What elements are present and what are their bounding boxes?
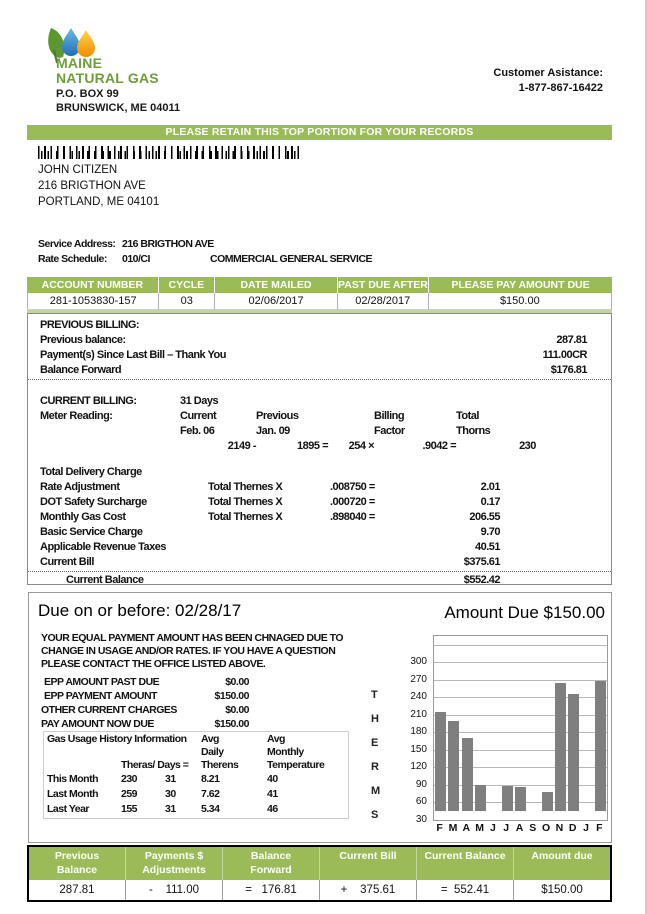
separator-line — [28, 379, 611, 380]
summary-header-previous-balance: Previous Balance — [29, 847, 126, 880]
recipient-address-block — [38, 162, 159, 210]
date-current: Feb. 06 — [180, 425, 215, 437]
charge-label: DOT Safety Surcharge — [40, 496, 147, 508]
balance-summary-table — [27, 845, 612, 902]
pay-now-due-value: $150.00 — [214, 718, 249, 730]
summary-header-balance-forward: Balance Forward — [223, 847, 320, 880]
x-tick-label: M — [448, 822, 458, 834]
rate-schedule-description: COMMERCIAL GENERAL SERVICE — [210, 253, 373, 265]
balance-forward-label: Balance Forward — [40, 364, 122, 376]
epp-amounts — [41, 675, 249, 731]
brand-name-line1: MAINE — [56, 55, 103, 71]
y-tick-label: 120 — [410, 761, 427, 773]
charge-label: Monthly Gas Cost — [40, 511, 126, 523]
service-address-value: 216 BRIGTHON AVE — [122, 238, 214, 250]
y-tick-label: 90 — [415, 778, 427, 790]
rate-schedule-value: 010/CI — [122, 253, 150, 265]
usage-bar — [435, 712, 446, 811]
balance-forward-row — [40, 363, 587, 378]
recipient-address1: 216 BRIGTHON AVE — [38, 180, 146, 192]
x-tick-label: J — [583, 822, 589, 834]
col-total: Total — [456, 410, 479, 422]
brand-address — [56, 87, 180, 115]
recipient-address2: PORTLAND, ME 04101 — [38, 196, 160, 208]
reading-factor: .9042 = — [422, 440, 456, 452]
chart-gridline — [434, 767, 607, 768]
chart-gridline — [434, 715, 607, 716]
chart-gridline — [434, 750, 607, 751]
summary-balance-forward: = 176.81 — [223, 880, 320, 900]
balance-forward-value: $176.81 — [550, 364, 587, 376]
usage-header-theras-days: Theras/ Days = — [121, 759, 189, 771]
customer-assistance-phone: 1-877-867-16422 — [518, 82, 603, 94]
col-previous: Previous — [256, 410, 299, 422]
x-tick-label: F — [436, 822, 443, 834]
retain-portion-banner: PLEASE RETAIN THIS TOP PORTION FOR YOUR RECORDS — [27, 125, 612, 140]
x-tick-label: J — [489, 822, 496, 834]
brand-address-line2: BRUNSWICK, ME 04011 — [56, 102, 181, 114]
header-cycle: CYCLE — [159, 277, 215, 293]
billing-days: 31 Days — [180, 395, 219, 407]
summary-header-amount-due: Amount due — [531, 850, 593, 862]
account-table-header — [27, 277, 612, 293]
epp-notice-line3: PLEASE CONTACT THE OFFICE LISTED ABOVE. — [41, 658, 266, 670]
account-table-values — [27, 293, 612, 310]
y-tick-label: 270 — [410, 673, 427, 685]
usage-bar — [502, 786, 513, 811]
col-billing: Billing — [374, 410, 405, 422]
x-tick-label: A — [515, 822, 524, 834]
usage-bar — [462, 738, 473, 811]
value-past-due-after: 02/28/2017 — [338, 293, 429, 310]
brand-name — [56, 56, 159, 86]
brand-address-line1: P.O. BOX 99 — [56, 88, 119, 100]
usage-bar — [595, 681, 606, 811]
usage-bar — [515, 787, 526, 812]
current-billing-grid — [40, 394, 599, 454]
due-date-heading: Due on or before: 02/28/17 — [38, 601, 242, 620]
charge-label: Current Bill — [40, 556, 94, 568]
epp-past-due-value: $0.00 — [225, 676, 249, 688]
value-account-number: 281-1053830-157 — [27, 293, 159, 310]
usage-row-label: This Month — [47, 773, 98, 785]
summary-header-payments: Payments $ Adjustments — [126, 847, 223, 880]
x-tick-label: S — [529, 822, 537, 834]
meter-reading-label: Meter Reading: — [40, 410, 113, 422]
summary-previous-balance: 287.81 — [29, 880, 126, 900]
brand-name-line2: NATURAL GAS — [56, 70, 159, 86]
value-pay-amount-due: $150.00 — [429, 293, 612, 310]
header-past-due-after: PAST DUE AFTER — [338, 279, 428, 291]
previous-billing-title: PREVIOUS BILLING: — [40, 319, 140, 331]
customer-assistance — [493, 66, 603, 96]
summary-current-balance: = 552.41 — [417, 880, 514, 900]
x-tick-label: F — [596, 822, 603, 834]
other-charges-value: $0.00 — [225, 704, 249, 716]
y-tick-label: 240 — [410, 691, 427, 703]
current-balance-value: $552.42 — [463, 574, 500, 586]
gas-usage-history: Gas Usage History Information Avg Avg Daily Monthly Theras/ Days = Therens Temperature This Month 230 31 8.21 40 Last Month 259 30 7.62 41 Last Year 155 31 5.34 46 — [43, 731, 349, 819]
chart-ylabel-therms: T H E R M S — [371, 689, 381, 821]
epp-notice — [41, 632, 371, 671]
usage-header-avg-monthly: Avg — [267, 733, 285, 745]
col-thorns: Thorns — [456, 425, 491, 437]
reading-total: 230 — [519, 440, 536, 452]
amount-due-heading: Amount Due $150.00 — [444, 603, 605, 622]
separator-line — [28, 571, 611, 572]
usage-bar — [475, 785, 486, 811]
previous-balance-row — [40, 333, 587, 348]
epp-notice-line1: YOUR EQUAL PAYMENT AMOUNT HAS BEEN CHNAGED DUE TO — [41, 632, 343, 644]
x-tick-label: M — [475, 822, 484, 834]
leaf-icon — [48, 28, 64, 58]
chart-gridline — [434, 662, 607, 663]
epp-notice-line2: CHANGE IN USAGE AND/OR RATES. IF YOU HAVE A QUESTION — [41, 645, 336, 657]
chart-x-axis-labels — [433, 822, 606, 836]
charge-label: Basic Service Charge — [40, 526, 143, 538]
usage-row-label: Last Year — [47, 803, 90, 815]
usage-row-label: Last Month — [47, 788, 98, 800]
chart-gridline — [434, 645, 607, 646]
header-account-number: ACCOUNT NUMBER — [27, 277, 159, 293]
blue-drop-icon — [62, 28, 80, 56]
epp-payment-value: $150.00 — [214, 690, 249, 702]
usage-bar — [555, 683, 566, 812]
summary-values-row — [29, 880, 610, 900]
recipient-name: JOHN CITIZEN — [38, 164, 118, 176]
x-tick-label: J — [503, 822, 510, 834]
value-cycle: 03 — [159, 293, 215, 310]
usage-title: Gas Usage History Information — [47, 733, 187, 745]
chart-gridline — [434, 732, 607, 733]
summary-current-bill: + 375.61 — [320, 880, 417, 900]
service-address-label: Service Address: — [38, 238, 116, 250]
chart-gridline — [434, 697, 607, 698]
summary-payments: - 111.00 — [126, 880, 223, 900]
value-date-mailed: 02/06/2017 — [215, 293, 338, 310]
address-barcode-icon — [38, 146, 300, 159]
x-tick-label: D — [568, 822, 577, 834]
usage-bar — [568, 694, 579, 811]
payments-label: Payment(s) Since Last Bill – Thank You — [40, 349, 226, 361]
summary-header-current-bill: Current Bill — [320, 847, 417, 880]
account-summary-table — [27, 277, 612, 310]
usage-bar — [542, 792, 553, 811]
reading-diff: 254 × — [348, 440, 374, 452]
reading-previous: 1895 = — [297, 440, 328, 452]
y-tick-label: 300 — [410, 656, 427, 668]
payments-row — [40, 348, 587, 363]
x-tick-label: N — [555, 822, 564, 834]
chart-gridline — [434, 680, 607, 681]
payment-stub-section — [28, 592, 612, 843]
col-factor: Factor — [374, 425, 405, 437]
epp-past-due-label: EPP AMOUNT PAST DUE — [44, 676, 160, 688]
summary-header-current-balance: Current Balance — [417, 847, 514, 880]
y-tick-label: 180 — [410, 726, 427, 738]
billing-details-box — [27, 313, 612, 585]
y-tick-label: 210 — [410, 708, 427, 720]
current-balance-label: Current Balance — [66, 574, 144, 586]
x-tick-label: O — [542, 822, 551, 834]
previous-balance-label: Previous balance: — [40, 334, 126, 346]
reading-current: 2149 - — [227, 440, 256, 452]
charge-label: Applicable Revenue Taxes — [40, 541, 166, 553]
other-charges-label: OTHER CURRENT CHARGES — [41, 704, 177, 716]
usage-bar-chart — [433, 635, 608, 821]
payments-value: 111.00CR — [542, 349, 587, 361]
charge-label: Total Delivery Charge — [40, 466, 142, 478]
epp-payment-label: EPP PAYMENT AMOUNT — [44, 690, 157, 702]
summary-header-row — [29, 847, 610, 880]
charges-grid: Total Delivery Charge Rate Adjustment Total Thernes X .008750 = 2.01 DOT Safety Surcharge Total Thernes X .000720 = 0.17 Monthly Gas Cost Total Thernes X .898040 = 206.55 Basic Service Charge 9.70 Applicable Revenue Taxes 40.51 Current Bill $375.61 — [40, 466, 500, 568]
usage-bar — [448, 721, 459, 812]
header-date-mailed: DATE MAILED — [215, 277, 338, 293]
current-balance-row — [40, 573, 500, 588]
summary-amount-due: $150.00 — [541, 884, 583, 896]
x-tick-label: A — [462, 822, 471, 834]
rate-schedule-label: Rate Schedule: — [38, 253, 107, 265]
previous-balance-value: 287.81 — [556, 334, 587, 346]
pay-now-due-label: PAY AMOUNT NOW DUE — [41, 718, 154, 730]
date-previous: Jan. 09 — [256, 425, 290, 437]
usage-header-avg-daily: Avg — [201, 733, 219, 745]
charge-label: Rate Adjustment — [40, 481, 120, 493]
y-tick-label: 150 — [410, 743, 427, 755]
col-current: Current — [180, 410, 217, 422]
y-tick-label: 30 — [415, 814, 427, 825]
current-billing-title: CURRENT BILLING: — [40, 395, 137, 407]
orange-drop-icon — [77, 30, 95, 57]
header-pay-amount-due: PLEASE PAY AMOUNT DUE — [429, 277, 612, 293]
y-tick-label: 60 — [415, 796, 427, 808]
chart-y-axis-labels — [387, 635, 427, 825]
service-info — [38, 237, 372, 267]
customer-assistance-label: Customer Asistance: — [493, 67, 603, 79]
